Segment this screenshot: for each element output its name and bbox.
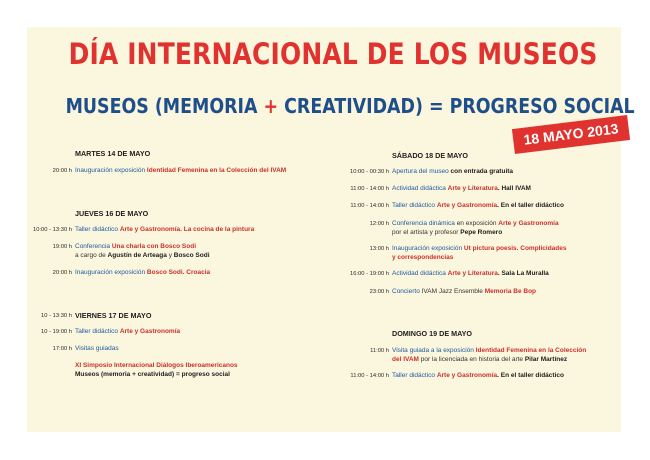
event-domingo-1	[392, 347, 586, 364]
event-text: IVAM Jazz Ensemble	[421, 288, 485, 295]
event-viernes-3	[75, 362, 238, 379]
event-sabado-3	[392, 202, 564, 211]
event-time: 23:00 h	[369, 289, 389, 295]
event-text: Inauguración exposición	[75, 167, 147, 174]
event-highlight: y correspondencias	[392, 253, 454, 261]
event-highlight: Arte y Literatura	[447, 185, 498, 192]
event-jueves-2	[75, 243, 210, 260]
event-time: 19:00 h	[52, 244, 72, 250]
subtitle-part-b: CREATIVIDAD) = PROGRESO SOCIAL	[278, 94, 635, 118]
event-sabado-6	[392, 270, 549, 279]
event-sabado-7	[392, 288, 536, 297]
speaker-name: Bosco Sodi	[173, 251, 210, 259]
event-subtitle: Museos (memoria + creatividad) = progreso social	[75, 370, 230, 378]
event-text: Conferencia dinámica	[392, 220, 457, 227]
day-heading-domingo: DOMINGO 19 DE MAYO	[392, 329, 473, 338]
page-title: DÍA INTERNACIONAL DE LOS MUSEOS	[68, 37, 598, 71]
event-text: a cargo de	[75, 251, 108, 259]
event-text: Actividad didáctica	[392, 185, 448, 192]
event-text: por la licenciada en historia del arte	[418, 355, 525, 363]
event-text: y	[166, 251, 174, 259]
day-heading-martes: MARTES 14 DE MAYO	[75, 149, 151, 158]
event-time: 20:00 h	[52, 270, 72, 276]
event-highlight: Identidad Femenina en la Colección	[475, 347, 587, 354]
event-text: Visitas guiadas	[75, 345, 119, 352]
day-heading-jueves: JUEVES 16 DE MAYO	[75, 209, 149, 218]
event-sabado-5	[392, 245, 567, 262]
event-sabado-2	[392, 185, 531, 194]
subtitle-plus: +	[263, 94, 279, 118]
event-time: 11:00 - 14:00 h	[350, 186, 389, 192]
event-text: por el artista y profesor	[392, 228, 461, 236]
event-text: en exposición	[456, 220, 499, 227]
event-martes-1	[75, 167, 286, 176]
page-subtitle	[65, 94, 635, 118]
event-highlight: XI Simposio Internacional Diálogos Iberoamericanos	[75, 362, 238, 369]
event-time: 11:00 - 14:00 h	[350, 203, 389, 209]
event-text: Apertura del museo	[392, 168, 451, 175]
event-detail: . Sala La Muralla	[497, 270, 549, 277]
event-time: 12:00 h	[369, 221, 389, 227]
event-highlight: Arte y Gastronomía	[436, 202, 498, 209]
event-highlight: Memoria Be Bop	[484, 288, 537, 295]
event-text: Taller didáctico	[392, 202, 437, 209]
event-text: Visita guiada a la exposición	[392, 347, 476, 354]
event-jueves-3	[75, 269, 210, 278]
event-time: 10 - 19:00 h	[41, 329, 72, 335]
event-highlight: Arte y Gastronomía	[498, 220, 559, 227]
event-text: Actividad didáctica	[392, 270, 448, 277]
event-viernes-1	[75, 328, 180, 337]
event-sabado-4	[392, 220, 559, 237]
event-sabado-1	[392, 168, 513, 177]
event-time: 10 - 13:30 h	[41, 313, 72, 319]
day-heading-viernes: VIERNES 17 DE MAYO	[75, 311, 152, 320]
event-text: Conferencia	[75, 243, 112, 250]
date-badge: 18 MAYO 2013	[512, 115, 630, 154]
event-text: Inauguración exposición	[392, 245, 464, 252]
event-highlight: Arte y Gastronomía	[119, 328, 181, 335]
event-time: 16:00 - 19:00 h	[350, 271, 389, 277]
event-highlight: Arte y Gastronomía	[436, 372, 498, 379]
event-text: Taller didáctico	[392, 372, 437, 379]
event-highlight: Bosco Sodi. Croacia	[146, 269, 211, 276]
poster	[27, 27, 635, 432]
event-time: 10:00 - 00:30 h	[350, 169, 389, 175]
event-domingo-2	[392, 372, 564, 381]
event-detail: . Hall IVAM	[497, 185, 531, 192]
event-detail: . En el taller didáctico	[497, 202, 564, 209]
event-highlight: Arte y Gastronomía. La cocina de la pintura	[119, 226, 255, 233]
event-text: Taller didáctico	[75, 328, 120, 335]
event-time: 13:00 h	[369, 246, 389, 252]
event-time: 20:00 h	[52, 168, 72, 174]
event-time: 17:00 h	[52, 346, 72, 352]
event-highlight: Identidad Femenina en la Colección del IVAM	[146, 167, 287, 174]
event-highlight: Arte y Literatura	[447, 270, 498, 277]
event-text: Concierto	[392, 288, 422, 295]
subtitle-part-a: MUSEOS (MEMORIA	[65, 94, 264, 118]
event-time: 10:00 - 13:30 h	[33, 227, 72, 233]
event-highlight: Ut pictura poesis. Complicidades	[463, 245, 567, 252]
speaker-name: Pilar Martínez	[524, 355, 568, 363]
event-highlight: del IVAM	[392, 355, 419, 363]
event-text: Inauguración exposición	[75, 269, 147, 276]
event-highlight: Una charla con Bosco Sodi	[111, 243, 197, 250]
event-detail: . En el taller didáctico	[497, 372, 564, 379]
day-heading-sabado: SÁBADO 18 DE MAYO	[392, 151, 469, 160]
event-time: 11:00 - 14:00 h	[350, 373, 389, 379]
speaker-name: Pepe Romero	[460, 228, 503, 236]
event-time: 11:00 h	[370, 348, 389, 354]
speaker-name: Agustín de Arteaga	[107, 251, 167, 259]
event-detail: con entrada gratuita	[450, 168, 514, 175]
event-jueves-1	[75, 226, 254, 235]
event-viernes-2	[75, 345, 119, 354]
event-text: Taller didáctico	[75, 226, 120, 233]
